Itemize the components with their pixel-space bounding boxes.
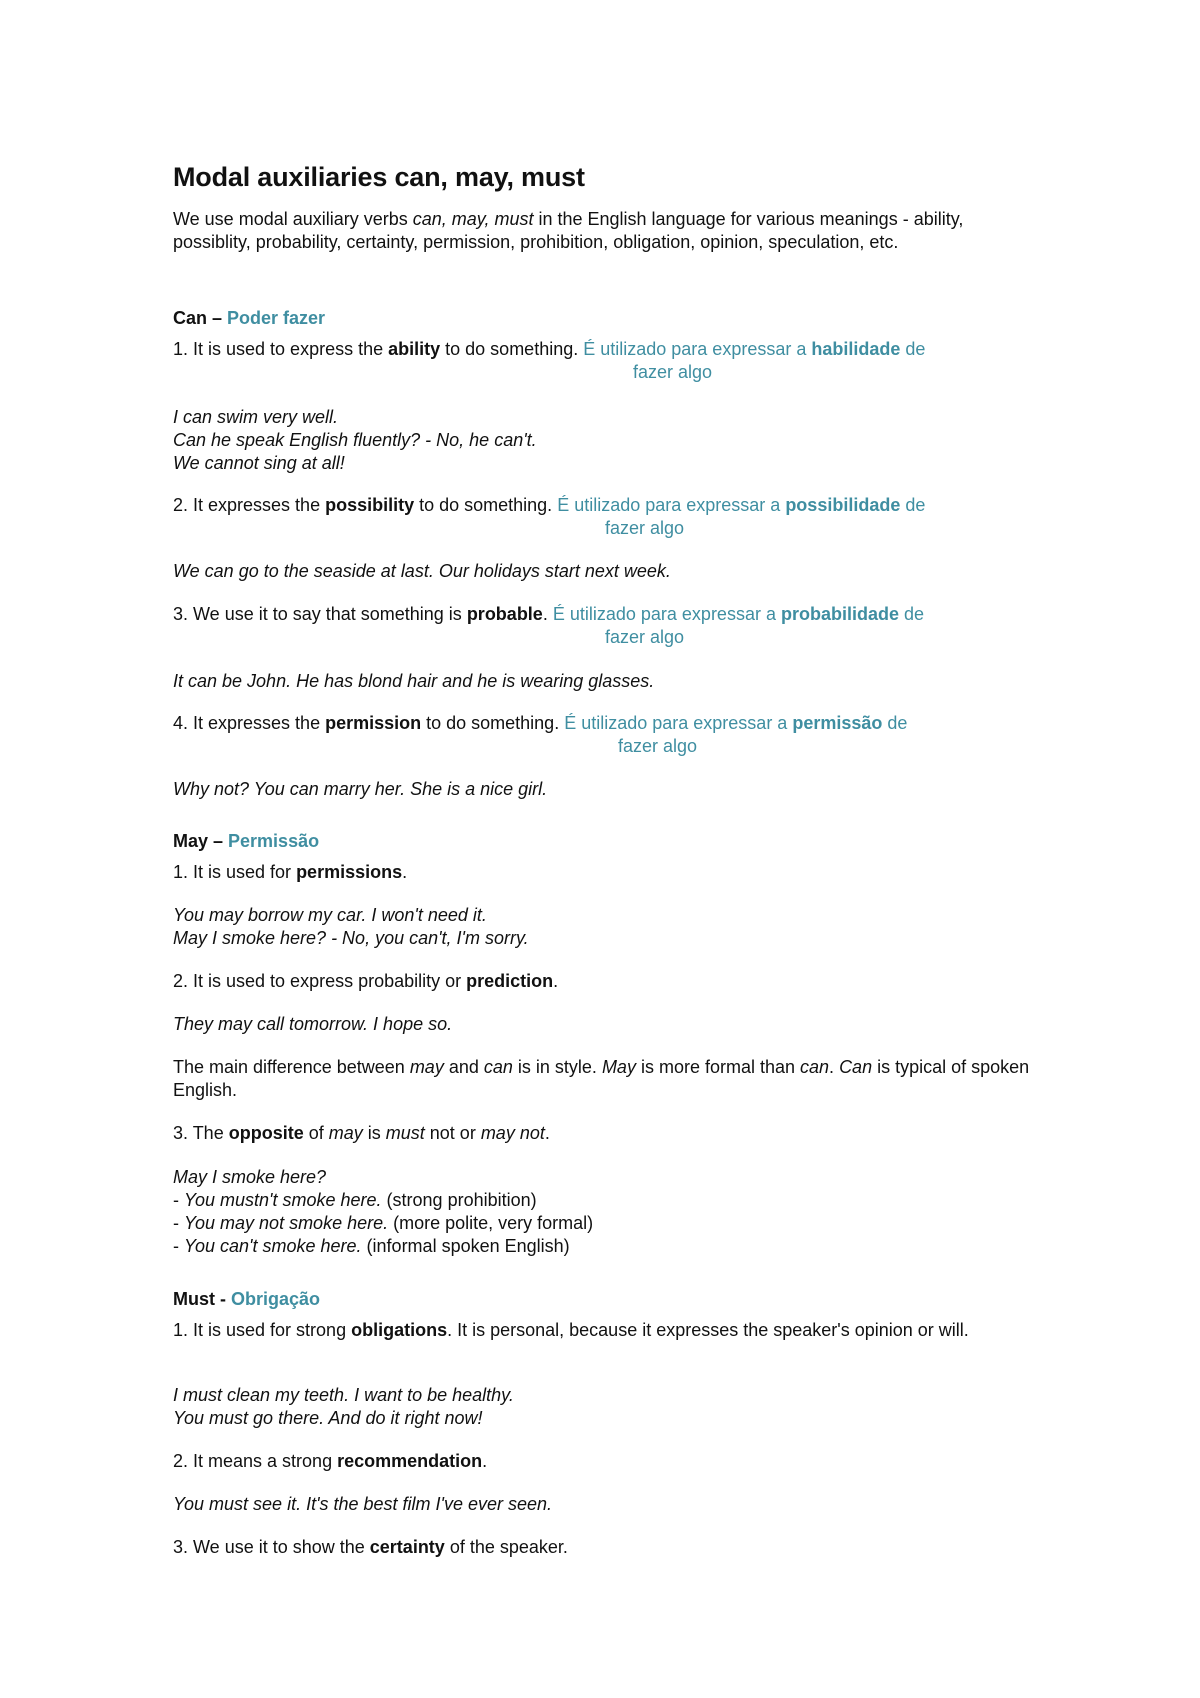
may-point-2: 2. It is used to express probability or prediction. <box>173 971 559 991</box>
can-point-4-continuation: fazer algo <box>618 736 698 756</box>
example-line: - You mustn't smoke here. (strong prohibition) <box>173 1190 537 1210</box>
may-example-2: They may call tomorrow. I hope so. <box>173 1014 453 1034</box>
intro-paragraph: We use modal auxiliary verbs can, may, must in the English language for various meanings - ability, possiblity, probability, certainty, permission, prohibition, obligation, opinion, speculation, etc. <box>173 209 964 252</box>
must-point-2: 2. It means a strong recommendation. <box>173 1451 488 1471</box>
example-question: May I smoke here? <box>173 1167 327 1187</box>
must-examples-1 <box>173 1384 514 1430</box>
can-point-2: 2. It expresses the possibility to do something. É utilizado para expressar a possibilidade de <box>173 495 926 515</box>
can-point-3: 3. We use it to say that something is probable. É utilizado para expressar a probabilidade de <box>173 604 925 624</box>
may-difference-paragraph: The main difference between may and can is in style. May is more formal than can. Can is typical of spoken English. <box>173 1057 1030 1100</box>
example-sentence: You must go there. And do it right now! <box>173 1408 483 1428</box>
can-point-1: 1. It is used to express the ability to do something. É utilizado para expressar a habilidade de <box>173 339 926 359</box>
example-sentence: May I smoke here? - No, you can't, I'm sorry. <box>173 928 529 948</box>
can-example-3: It can be John. He has blond hair and he is wearing glasses. <box>173 671 655 691</box>
may-examples-3 <box>173 1166 593 1258</box>
may-point-3: 3. The opposite of may is must not or may not. <box>173 1123 550 1143</box>
can-example-4: Why not? You can marry her. She is a nice girl. <box>173 779 548 799</box>
may-examples-1 <box>173 904 529 950</box>
can-example-2: We can go to the seaside at last. Our holidays start next week. <box>173 561 671 581</box>
may-point-1: 1. It is used for permissions. <box>173 862 408 882</box>
can-point-1-continuation: fazer algo <box>633 362 713 382</box>
example-sentence: We cannot sing at all! <box>173 453 345 473</box>
must-point-1: 1. It is used for strong obligations. It is personal, because it expresses the speaker's opinion or will. <box>173 1320 969 1340</box>
must-example-2: You must see it. It's the best film I've ever seen. <box>173 1494 553 1514</box>
must-point-3: 3. We use it to show the certainty of the speaker. <box>173 1537 568 1557</box>
example-sentence: I must clean my teeth. I want to be healthy. <box>173 1385 514 1405</box>
section-heading-must: Must - Obrigação <box>173 1289 321 1309</box>
example-sentence: Can he speak English fluently? - No, he can't. <box>173 430 537 450</box>
example-line: - You can't smoke here. (informal spoken English) <box>173 1236 570 1256</box>
page-title: Modal auxiliaries can, may, must <box>173 162 585 192</box>
can-point-4: 4. It expresses the permission to do something. É utilizado para expressar a permissão de <box>173 713 908 733</box>
can-point-3-continuation: fazer algo <box>605 627 685 647</box>
example-sentence: You may borrow my car. I won't need it. <box>173 905 487 925</box>
example-line: - You may not smoke here. (more polite, very formal) <box>173 1213 594 1233</box>
section-heading-may: May – Permissão <box>173 831 320 851</box>
section-heading-can: Can – Poder fazer <box>173 308 326 328</box>
can-examples-1 <box>173 406 537 475</box>
can-point-2-continuation: fazer algo <box>605 518 685 538</box>
example-sentence: I can swim very well. <box>173 407 339 427</box>
